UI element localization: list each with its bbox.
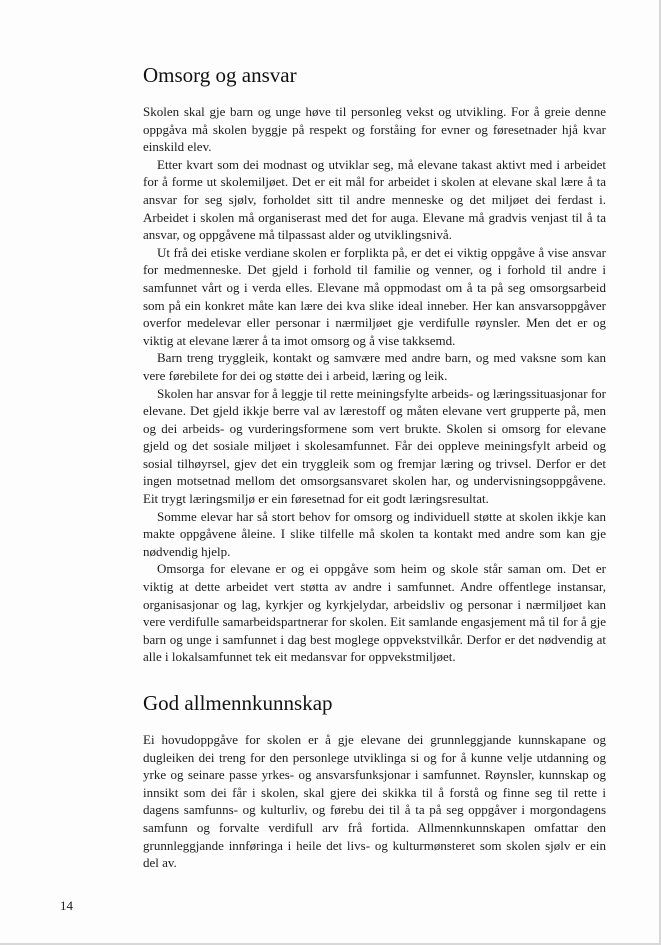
section-heading-allmennkunnskap: God allmennkunnskap (143, 691, 333, 715)
paragraph: Skolen har ansvar for å leggje til rette meiningsfylte arbeids- og læringssituasjonar for elevane. Det gjeld ikkje berre val av lærestoff og måten elevane vert grupperte på, men og dei arbeids- og vurderingsformene som vert brukte. Skolen si omsorg for elevane gjeld og det sosiale miljøet i skolesamfunnet. Får dei oppleve meiningsfylt arbeid og sosial tilhøyrsel, gjev det ein tryggleik som og fremjar læring og trivsel. Derfor er det ingen motsetnad mellom det omsorgsansvaret skolen har, og undervisningsoppgåvene. Eit trygt læringsmiljø er ein føresetnad for eit godt læringsresultat. (143, 385, 606, 507)
page-number: 14 (60, 898, 73, 913)
section-body-allmennkunnskap (143, 731, 606, 872)
page-content (143, 62, 606, 872)
paragraph: Barn treng tryggleik, kontakt og samvære med andre barn, og med vaksne som kan vere førebilete for dei og støtte dei i arbeid, læring og leik. (143, 350, 606, 383)
paragraph: Somme elevar har så stort behov for omsorg og individuell støtte at skolen ikkje kan makte oppgåvene åleine. I slike tilfelle må skolen ta kontakt med andre som kan gje nødvendig hjelp. (143, 508, 606, 559)
paragraph: Ei hovudoppgåve for skolen er å gje elevane dei grunnleggjande kunnskapane og dugleiken dei treng for den personlege utviklinga si og for å kunne velje utdanning og yrke og seinare passe yrkes- og ansvarsfunksjonar i samfunnet. Røynsler, kunnskap og innsikt som dei får i skolen, skal gjere dei skikka til å forstå og finne seg til rette i dagens samfunns- og kulturliv, og førebu dei til å ta på seg oppgåver i morgondagens samfunn og forvalte verdifull arv frå fortida. Allmennkunnskapen omfattar den grunnleggjande innføringa i heile det livs- og kulturmønsteret som skolen sjølv er ein del av. (143, 732, 606, 871)
paragraph: Omsorga for elevane er og ei oppgåve som heim og skole står saman om. Det er viktig at dette arbeidet vert støtta av andre i samfunnet. Andre offentlege instansar, organisasjonar og lag, kyrkjer og kyrkjelydar, arbeidsliv og personar i nærmiljøet kan vere verdifulle samarbeidspartnerar for skolen. Eit samlande engasjement må til for å gje barn og unge i samfunnet i dag best moglege oppvekstvilkår. Derfor er det nødvendig at alle i lokalsamfunnet tek eit medansvar for oppvekstmiljøet. (143, 561, 606, 665)
paragraph: Skolen skal gje barn og unge høve til personleg vekst og utvikling. For å greie denne oppgåva må skolen byggje på respekt og forståing for evner og føresetnader hjå kvar einskild elev. (143, 104, 606, 155)
section-heading-omsorg: Omsorg og ansvar (143, 63, 297, 87)
section-body-omsorg (143, 103, 606, 666)
paragraph: Etter kvart som dei modnast og utviklar seg, må elevane takast aktivt med i arbeidet for å forme ut skolemiljøet. Det er eit mål for arbeidet i skolen at elevane skal lære å ta ansvar for seg sjølv, forholdet sitt til andre menneske og det miljøet dei ferdast i. Arbeidet i skolen må organiserast med det for auga. Elevane må gradvis venjast til å ta ansvar, og oppgåvene må tilpassast alder og utviklingsnivå. (143, 156, 606, 243)
paragraph: Ut frå dei etiske verdiane skolen er forplikta på, er det ei viktig oppgåve å vise ansvar for medmenneske. Det gjeld i forhold til familie og venner, og i forhold til andre i samfunnet vårt og i verda elles. Elevane må oppmodast om å ta på seg omsorgsarbeid som på ein konkret måte kan lære dei kva slike ideal inneber. Her kan ansvarsoppgåver overfor medelevar eller personar i nærmiljøet gje verdifulle røynsler. Men det er og viktig at elevane lærer å ta imot omsorg og å vise takksemd. (143, 244, 606, 348)
